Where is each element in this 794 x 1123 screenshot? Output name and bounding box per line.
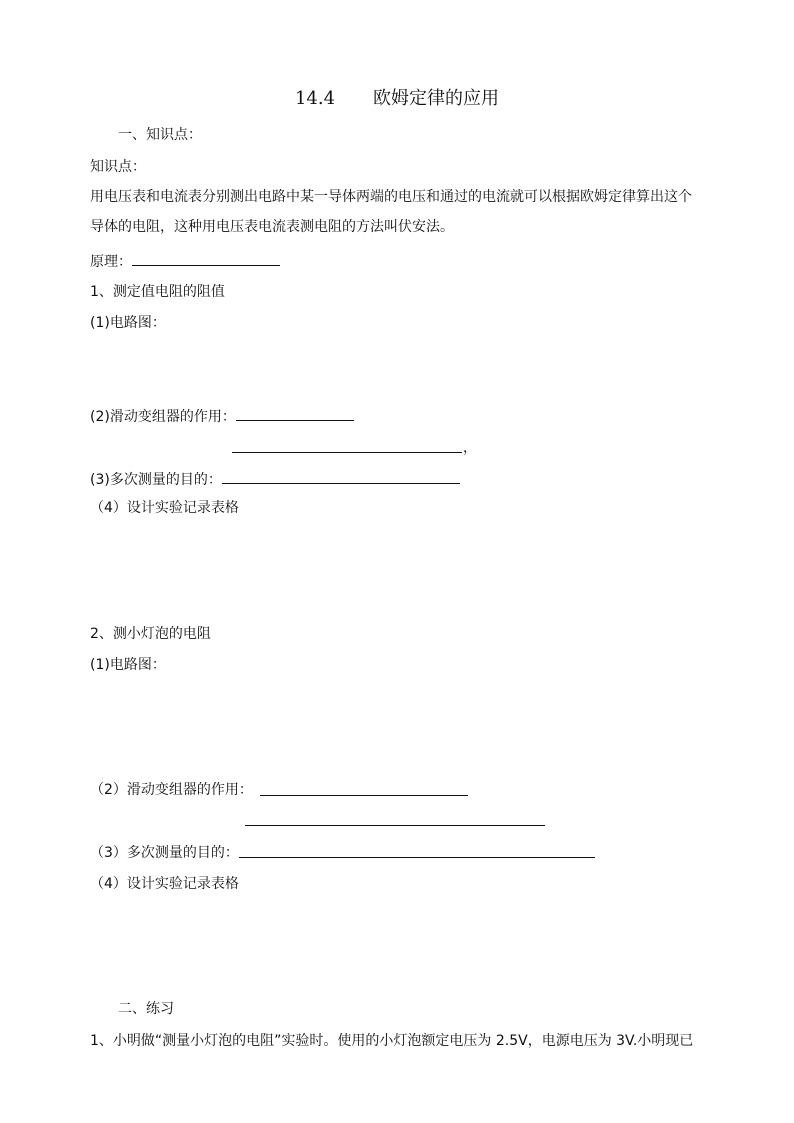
part1-heading: 1、测定值电阻的阻值 — [90, 284, 225, 300]
title-number: 14.4 — [294, 88, 336, 109]
title-text: 欧姆定律的应用 — [373, 88, 500, 109]
part2-circuit-label: (1)电路图： — [90, 657, 166, 673]
exercise-question-1: 1、小明做“测量小灯泡的电阻”实验时。使用的小灯泡额定电压为 2.5V，电源电压为 3V.小明现已 — [90, 1033, 694, 1049]
knowledge-para-line1: 用电压表和电流表分别测出电路中某一导体两端的电压和通过的电流就可以根据欧姆定律算出这个 — [90, 189, 692, 205]
part1-table-label: （4）设计实验记录表格 — [90, 500, 239, 516]
part1-rheostat-blank1[interactable] — [236, 406, 354, 421]
section2-heading: 二、练习 — [118, 1001, 174, 1017]
part2-rheostat-row — [90, 781, 253, 799]
part1-circuit-label: (1)电路图： — [90, 315, 166, 331]
part1-rheostat-comma: ， — [463, 440, 477, 456]
part1-purpose-label: (3)多次测量的目的： — [90, 472, 222, 488]
part1-rheostat-row — [90, 406, 354, 426]
section1-heading: 一、知识点： — [118, 127, 202, 143]
part1-purpose-blank[interactable] — [222, 469, 460, 484]
part1-rheostat-label: (2)滑动变组器的作用： — [90, 409, 236, 425]
knowledge-label: 知识点： — [90, 159, 146, 175]
principle-blank[interactable] — [132, 251, 280, 266]
part2-heading: 2、测小灯泡的电阻 — [90, 626, 211, 642]
part2-rheostat-blank1[interactable] — [260, 795, 468, 796]
part2-rheostat-blank2[interactable] — [245, 825, 545, 826]
principle-row — [90, 251, 280, 271]
part2-purpose-blank[interactable] — [239, 857, 595, 858]
part2-table-label: （4）设计实验记录表格 — [90, 876, 239, 892]
page-title — [0, 88, 794, 110]
part1-rheostat-blank2[interactable] — [232, 452, 462, 453]
part2-purpose-row — [90, 844, 239, 862]
part2-purpose-label: （3）多次测量的目的： — [90, 845, 239, 861]
part1-purpose-row — [90, 469, 460, 489]
knowledge-para-line2: 导体的电阻，这种用电压表电流表测电阻的方法叫伏安法。 — [90, 219, 454, 235]
part2-rheostat-label: （2）滑动变组器的作用： — [90, 782, 253, 798]
principle-label: 原理： — [90, 254, 132, 270]
